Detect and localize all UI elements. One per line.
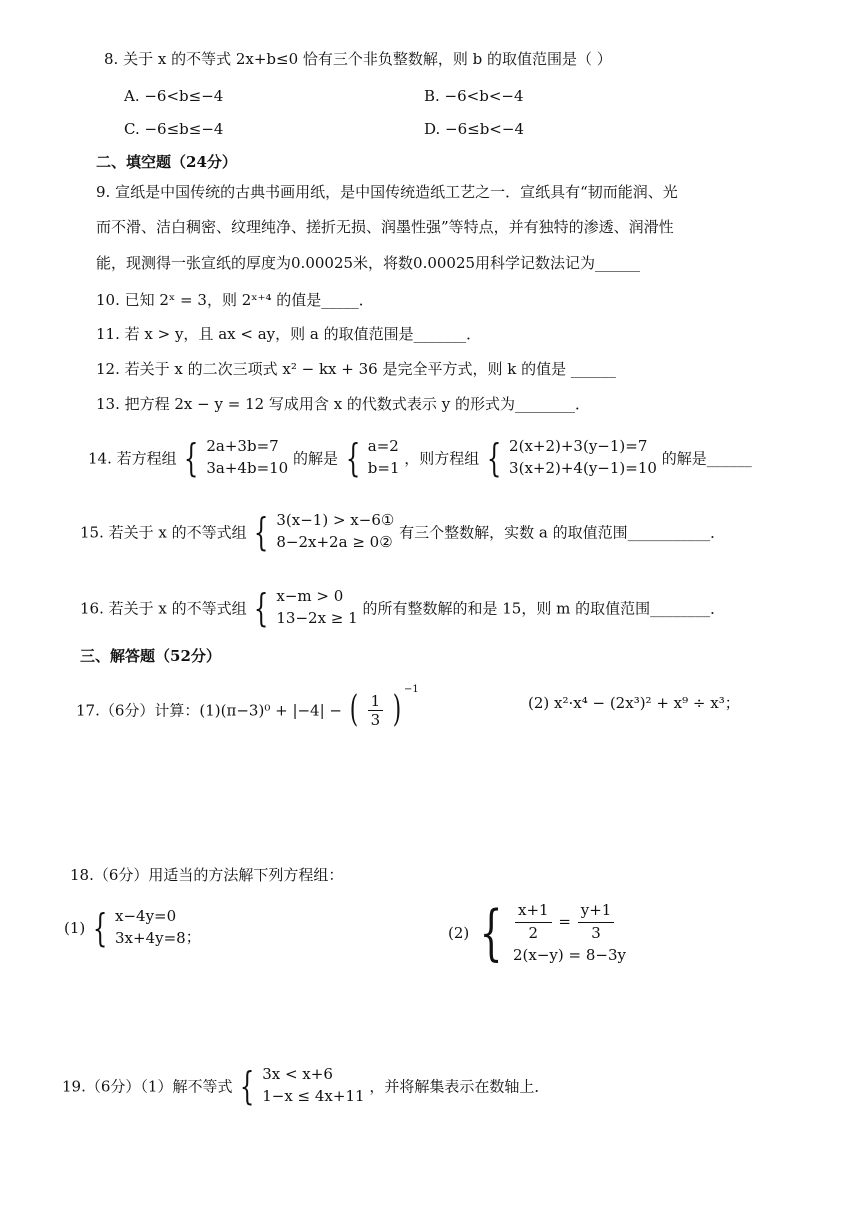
q14-system-2 (368, 436, 400, 480)
question-11: 11. 若 x > y，且 ax < ay，则 a 的取值范围是_______． (96, 325, 482, 343)
q15-prefix: 15. 若关于 x 的不等式组 (80, 523, 247, 542)
q17-fraction-denominator: 3 (370, 710, 381, 729)
q18-part-2-system (513, 900, 626, 966)
q14-system-2-eq-2: b=1 (367, 458, 400, 477)
q18-part-2-eq-2: 2(x−y) = 8−3y (513, 945, 626, 964)
question-9-line-3: 能，现测得一张宣纸的厚度为0.00025米，将数0.00025用科学记数法记为______ (96, 254, 641, 272)
question-14 (88, 436, 752, 480)
brace-icon: { (345, 435, 361, 480)
question-8: 8. 关于 x 的不等式 2x+b≤0 恰有三个非负整数解，则 b 的取值范围是（ ） (104, 50, 612, 68)
q8-option-c: C. −6≤b≤−4 (124, 120, 224, 138)
q17-fraction (368, 692, 384, 729)
q15-system-eq-1: 3(x−1) > x−6① (276, 511, 395, 529)
q19-prefix: 19.（6分）（1）解不等式 (62, 1077, 233, 1096)
q15-system (276, 510, 394, 554)
q8-option-d: D. −6≤b<−4 (424, 120, 524, 138)
q14-system-3-eq-1: 2(x+2)+3(y−1)=7 (509, 437, 648, 455)
q14-mid-2: ，则方程组 (404, 449, 480, 468)
q18-part-1-label: (1) (64, 918, 86, 937)
q16-system-eq-1: x−m > 0 (276, 587, 344, 605)
question-13: 13. 把方程 2x − y = 12 写成用含 x 的代数式表示 y 的形式为________． (96, 395, 590, 413)
q14-system-3-eq-2: 3(x+2)+4(y−1)=10 (509, 458, 657, 477)
q14-suffix: 的解是______ (661, 449, 752, 468)
q8-option-a: A. −6<b≤−4 (124, 87, 224, 105)
brace-icon: { (240, 1063, 255, 1108)
q18-frac-2-numerator: y+1 (578, 900, 615, 923)
q14-mid-1: 的解是 (293, 449, 339, 468)
q17-prefix: 17.（6分）计算：(1)(π−3)⁰ + |−4| − (76, 701, 347, 720)
q19-system (262, 1064, 364, 1108)
question-17-part-1 (76, 684, 419, 729)
q14-system-3 (509, 436, 657, 480)
q18-part-1-system (115, 906, 186, 950)
question-15 (80, 510, 725, 554)
brace-icon: { (254, 509, 269, 554)
section-2-heading: 二、填空题（24分） (96, 153, 237, 171)
q17-exponent: −1 (403, 684, 419, 695)
q14-prefix: 14. 若方程组 (88, 449, 177, 468)
question-16 (80, 586, 725, 630)
question-18-part-2 (448, 898, 626, 969)
question-19 (62, 1064, 549, 1108)
q19-system-eq-2: 1−x ≤ 4x+11 (262, 1086, 365, 1105)
q18-frac-1-denominator: 2 (528, 923, 539, 942)
q16-system-eq-2: 13−2x ≥ 1 (276, 608, 358, 627)
q14-system-1 (206, 436, 288, 480)
q18-frac-2-denominator: 3 (591, 923, 601, 942)
q16-system (276, 586, 357, 630)
q18-part-2-eq-1 (513, 900, 626, 945)
q15-system-eq-2: 8−2x+2a ≥ 0② (276, 532, 393, 551)
brace-icon: { (479, 898, 503, 969)
brace-icon: { (486, 435, 502, 480)
question-10: 10. 已知 2ˣ = 3，则 2ˣ⁺⁴ 的值是_____． (96, 291, 374, 309)
brace-icon: { (92, 905, 108, 950)
q18-equals: = (558, 912, 571, 931)
q17-fraction-numerator: 1 (368, 692, 384, 711)
question-18-title: 18.（6分）用适当的方法解下列方程组： (70, 866, 344, 884)
q19-system-eq-1: 3x < x+6 (262, 1065, 333, 1083)
q18-part-2-label: (2) (448, 924, 470, 943)
q16-suffix: 的所有整数解的和是 15，则 m 的取值范围________． (362, 599, 726, 618)
q14-system-2-eq-1: a=2 (367, 437, 399, 455)
right-paren-icon: ) (392, 689, 402, 730)
q19-suffix: ，并将解集表示在数轴上． (369, 1077, 550, 1096)
q18-part-1-end: ； (185, 927, 201, 946)
question-9-line-2: 而不滑、洁白稠密、纹理纯净、搓折无损、润墨性强”等特点，并有独特的渗透、润滑性 (96, 218, 674, 236)
q16-prefix: 16. 若关于 x 的不等式组 (80, 599, 247, 618)
section-3-heading: 三、解答题（52分） (80, 647, 221, 665)
q8-option-b: B. −6<b<−4 (424, 87, 524, 105)
q18-part-1-eq-2: 3x+4y=8 (115, 928, 186, 947)
q18-frac-1-numerator: x+1 (515, 900, 552, 923)
q18-part-2-fraction-1 (515, 900, 552, 945)
left-paren-icon: ( (349, 689, 359, 730)
brace-icon: { (254, 585, 269, 630)
question-12: 12. 若关于 x 的二次三项式 x² − kx + 36 是完全平方式，则 k 的值是 ______ (96, 360, 616, 378)
question-9-line-1: 9. 宣纸是中国传统的古典书画用纸，是中国传统造纸工艺之一．宣纸具有“韧而能润、光 (96, 183, 678, 201)
q18-part-2-fraction-2 (578, 900, 615, 945)
q18-part-1-eq-1: x−4y=0 (115, 907, 177, 925)
q15-suffix: 有三个整数解，实数 a 的取值范围___________． (399, 523, 726, 542)
question-18-part-1 (64, 906, 201, 950)
question-17-part-2: (2) x²·x⁴ − (2x³)² + x⁹ ÷ x³； (528, 694, 740, 712)
q14-system-1-eq-1: 2a+3b=7 (206, 437, 279, 455)
q14-system-1-eq-2: 3a+4b=10 (206, 458, 289, 477)
brace-icon: { (184, 435, 199, 480)
